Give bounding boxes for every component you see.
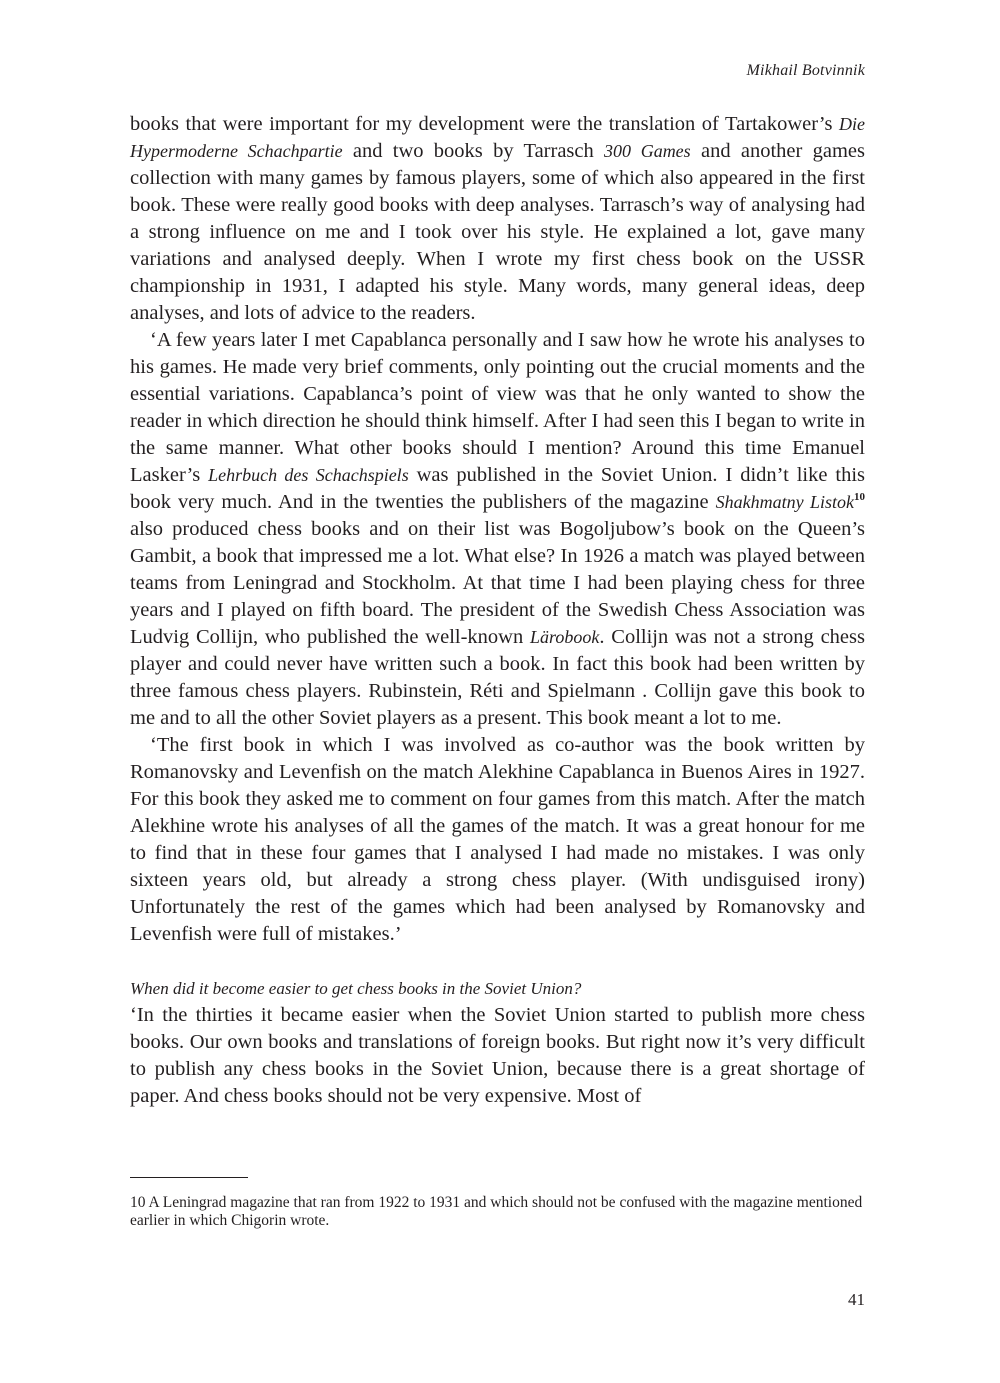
footnote-reference[interactable]: 10 <box>853 491 865 504</box>
paragraph-1 <box>130 111 865 327</box>
paragraph-3: ‘The first book in which I was involved as co-author was the book written by Romanovsky and Levenfish on the match Alekhine Capablanca in Buenos Aires in 1927. For this book they asked me to comment on four games from this match. After the match Alekhine wrote his analyses of all the games of the match. It was a great honour for me to find that in these four games that I analysed I had made no mistakes. I was only sixteen years old, but already a strong chess player. (With undisguised irony) Unfortunately the rest of the games which had been analysed by Romanovsky and Levenfish were full of mistakes.’ <box>130 734 865 945</box>
paragraph-1-text-e: and another games collection with many games by famous players, some of which also appeared in the first book. These were really good books with deep analyses. Tarrasch’s way of analysing had a strong influence on me and I took over his style. He explained a lot, gave many variations and analysed deeply. When I wrote my first chess book on the USSR championship in 1931, I adapted his style. Many words, many general ideas, deep analyses, and lots of advice to the readers. <box>130 140 865 324</box>
paragraph-4: ‘In the thirties it became easier when the Soviet Union started to publish more chess books. Our own books and translations of foreign books. But right now it’s very difficult to publish any chess books in the Soviet Union, because there is a great shortage of paper. And chess books should not be very expensive. Most of <box>130 1004 865 1107</box>
book-title-300-games: 300 Games <box>604 141 691 161</box>
paragraph-2 <box>130 327 865 732</box>
paragraph-2-text-g: . Collijn was not a strong chess player and could never have written such a book. In fact this book had been written by three famous chess players. Rubinstein, Réti and Spielmann . Collijn gave this book to me and to all the other Soviet players as a present. This book meant a lot to me. <box>130 626 865 729</box>
paragraph-1-text-c: and two books by Tarrasch <box>342 140 605 162</box>
paragraph-2-text-c: was published in the Soviet Union. I didn’t like this book very much. And in the twenties the publishers of the magazine <box>130 464 866 513</box>
book-page <box>130 0 865 1383</box>
footnote: 10 A Leningrad magazine that ran from 1922 to 1931 and which should not be confused with the magazine mentioned earlier in which Chigorin wrote. <box>130 1194 863 1229</box>
magazine-title-shakhmatny-listok: Shakhmatny Listok <box>715 492 854 512</box>
paragraph-1-text-a: books that were important for my development were the translation of Tartakower’s <box>130 113 839 135</box>
page-number: 41 <box>848 1290 865 1309</box>
book-title-larobook: Lärobook <box>530 627 600 647</box>
paragraph-2-text-e: also produced chess books and on their list was Bogoljubow’s book on the Queen’s Gambit, a book that impressed me a lot. What else? In 1926 a match was played between teams from Leningrad and Stockholm. At that time I had been playing chess for three years and I played on fifth board. The president of the Swedish Chess Association was Ludvig Collijn, who published the well-known <box>130 518 865 648</box>
book-title-lehrbuch: Lehrbuch des Schachspiels <box>208 465 409 485</box>
interview-question: When did it become easier to get chess books in the Soviet Union? <box>130 979 582 998</box>
running-head: Mikhail Botvinnik <box>746 62 865 79</box>
body-text <box>130 111 865 1110</box>
paragraph-2-text-a: ‘A few years later I met Capablanca personally and I saw how he wrote his analyses to his games. He made very brief comments, only pointing out the crucial moments and the essential variations. Capablanca’s point of view was that he only wanted to show the reader in which direction he should think himself. After I had seen this I began to write in the same manner. What other books should I mention? Around this time Emanuel Lasker’s <box>130 329 865 486</box>
footnote-divider <box>130 1177 248 1178</box>
book-title-hypermoderne: Die Hypermoderne Schachpartie <box>130 114 865 161</box>
